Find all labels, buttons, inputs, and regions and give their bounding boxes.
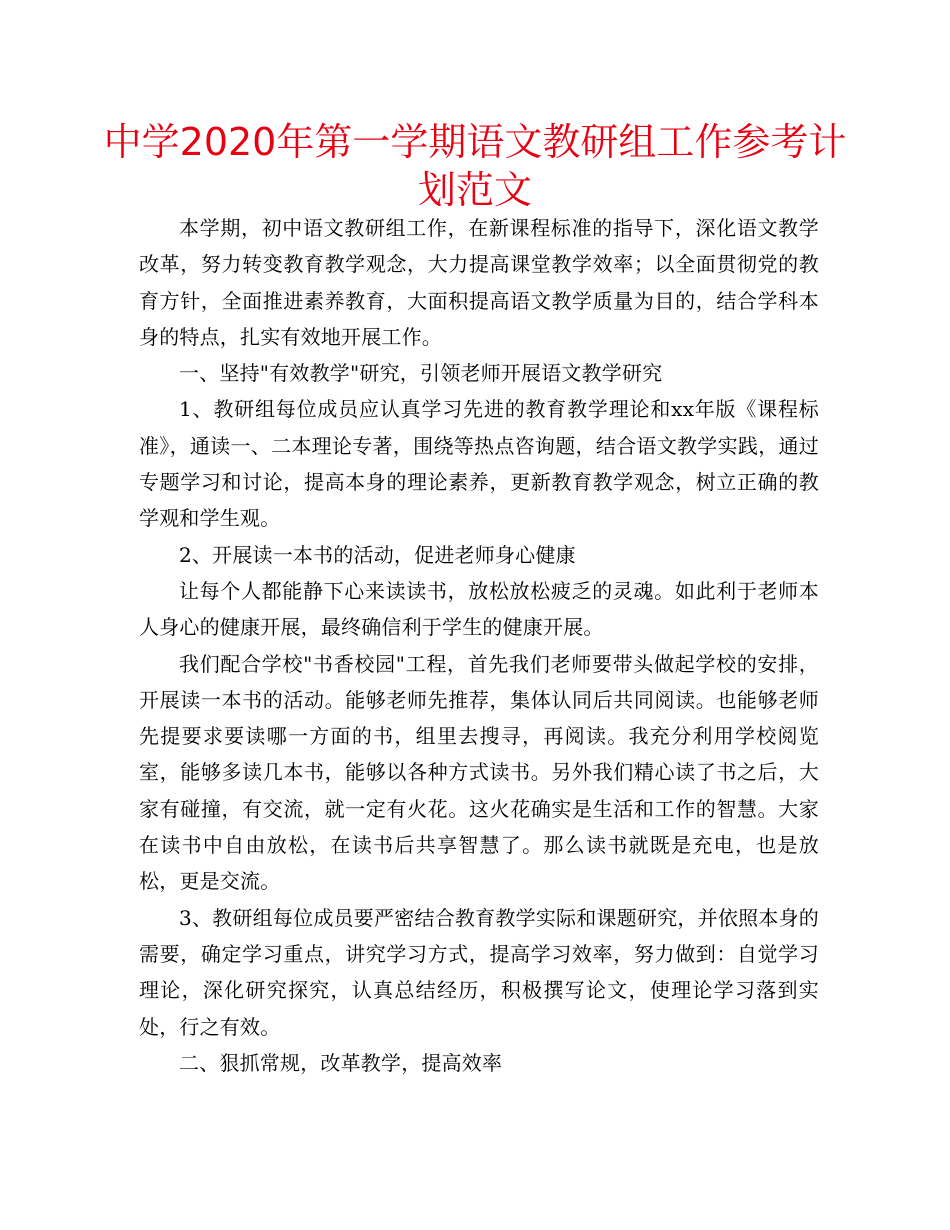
- document-body: [139, 210, 819, 1081]
- paragraph-reading: 让每个人都能静下心来读读书，放松放松疲乏的灵魂。如此利于老师本人身心的健康开展，最终确信利于学生的健康开展。: [139, 578, 819, 640]
- paragraph-item-1: 1、教研组每位成员应认真学习先进的教育教学理论和xx年版《课程标准》，通读一、二本理论专著，围绕等热点咨询题，结合语文教学实践，通过专题学习和讨论，提高本身的理论素养，更新教育教学观念，树立正确的教学观和学生观。: [139, 397, 819, 531]
- paragraph-item-2-heading: 2、开展读一本书的活动，促进老师身心健康: [179, 542, 576, 567]
- paragraph-intro: 本学期，初中语文教研组工作，在新课程标准的指导下，深化语文教学改革，努力转变教育教学观念，大力提高课堂教学效率；以全面贯彻党的教育方针，全面推进素养教育，大面积提高语文教学质量为目的，结合学科本身的特点，扎实有效地开展工作。: [139, 216, 819, 349]
- document-title: 中学2020年第一学期语文教研组工作参考计划范文: [103, 120, 847, 212]
- paragraph-book-campus: 我们配合学校"书香校园"工程，首先我们老师要带头做起学校的安排，开展读一本书的活动。能够老师先推荐，集体认同后共同阅读。也能够老师先提要求要读哪一方面的书，组里去搜寻，再阅读。我充分利用学校阅览室，能够多读几本书，能够以各种方式读书。另外我们精心读了书之后，大家有碰撞，有交流，就一定有火花。这火花确实是生活和工作的智慧。大家在读书中自由放松，在读书后共享智慧了。那么读书就既是充电，也是放松，更是交流。: [139, 651, 819, 894]
- paragraph-item-3: 3、教研组每位成员要严密结合教育教学实际和课题研究，并依照本身的需要，确定学习重点，讲究学习方式，提高学习效率，努力做到：自觉学习理论，深化研究探究，认真总结经历，积极撰写论文，使理论学习落到实处，行之有效。: [139, 905, 819, 1039]
- section-heading-2: 二、狠抓常规，改革教学，提高效率: [179, 1050, 503, 1075]
- section-heading-1: 一、坚持"有效教学"研究，引领老师开展语文教学研究: [179, 361, 663, 386]
